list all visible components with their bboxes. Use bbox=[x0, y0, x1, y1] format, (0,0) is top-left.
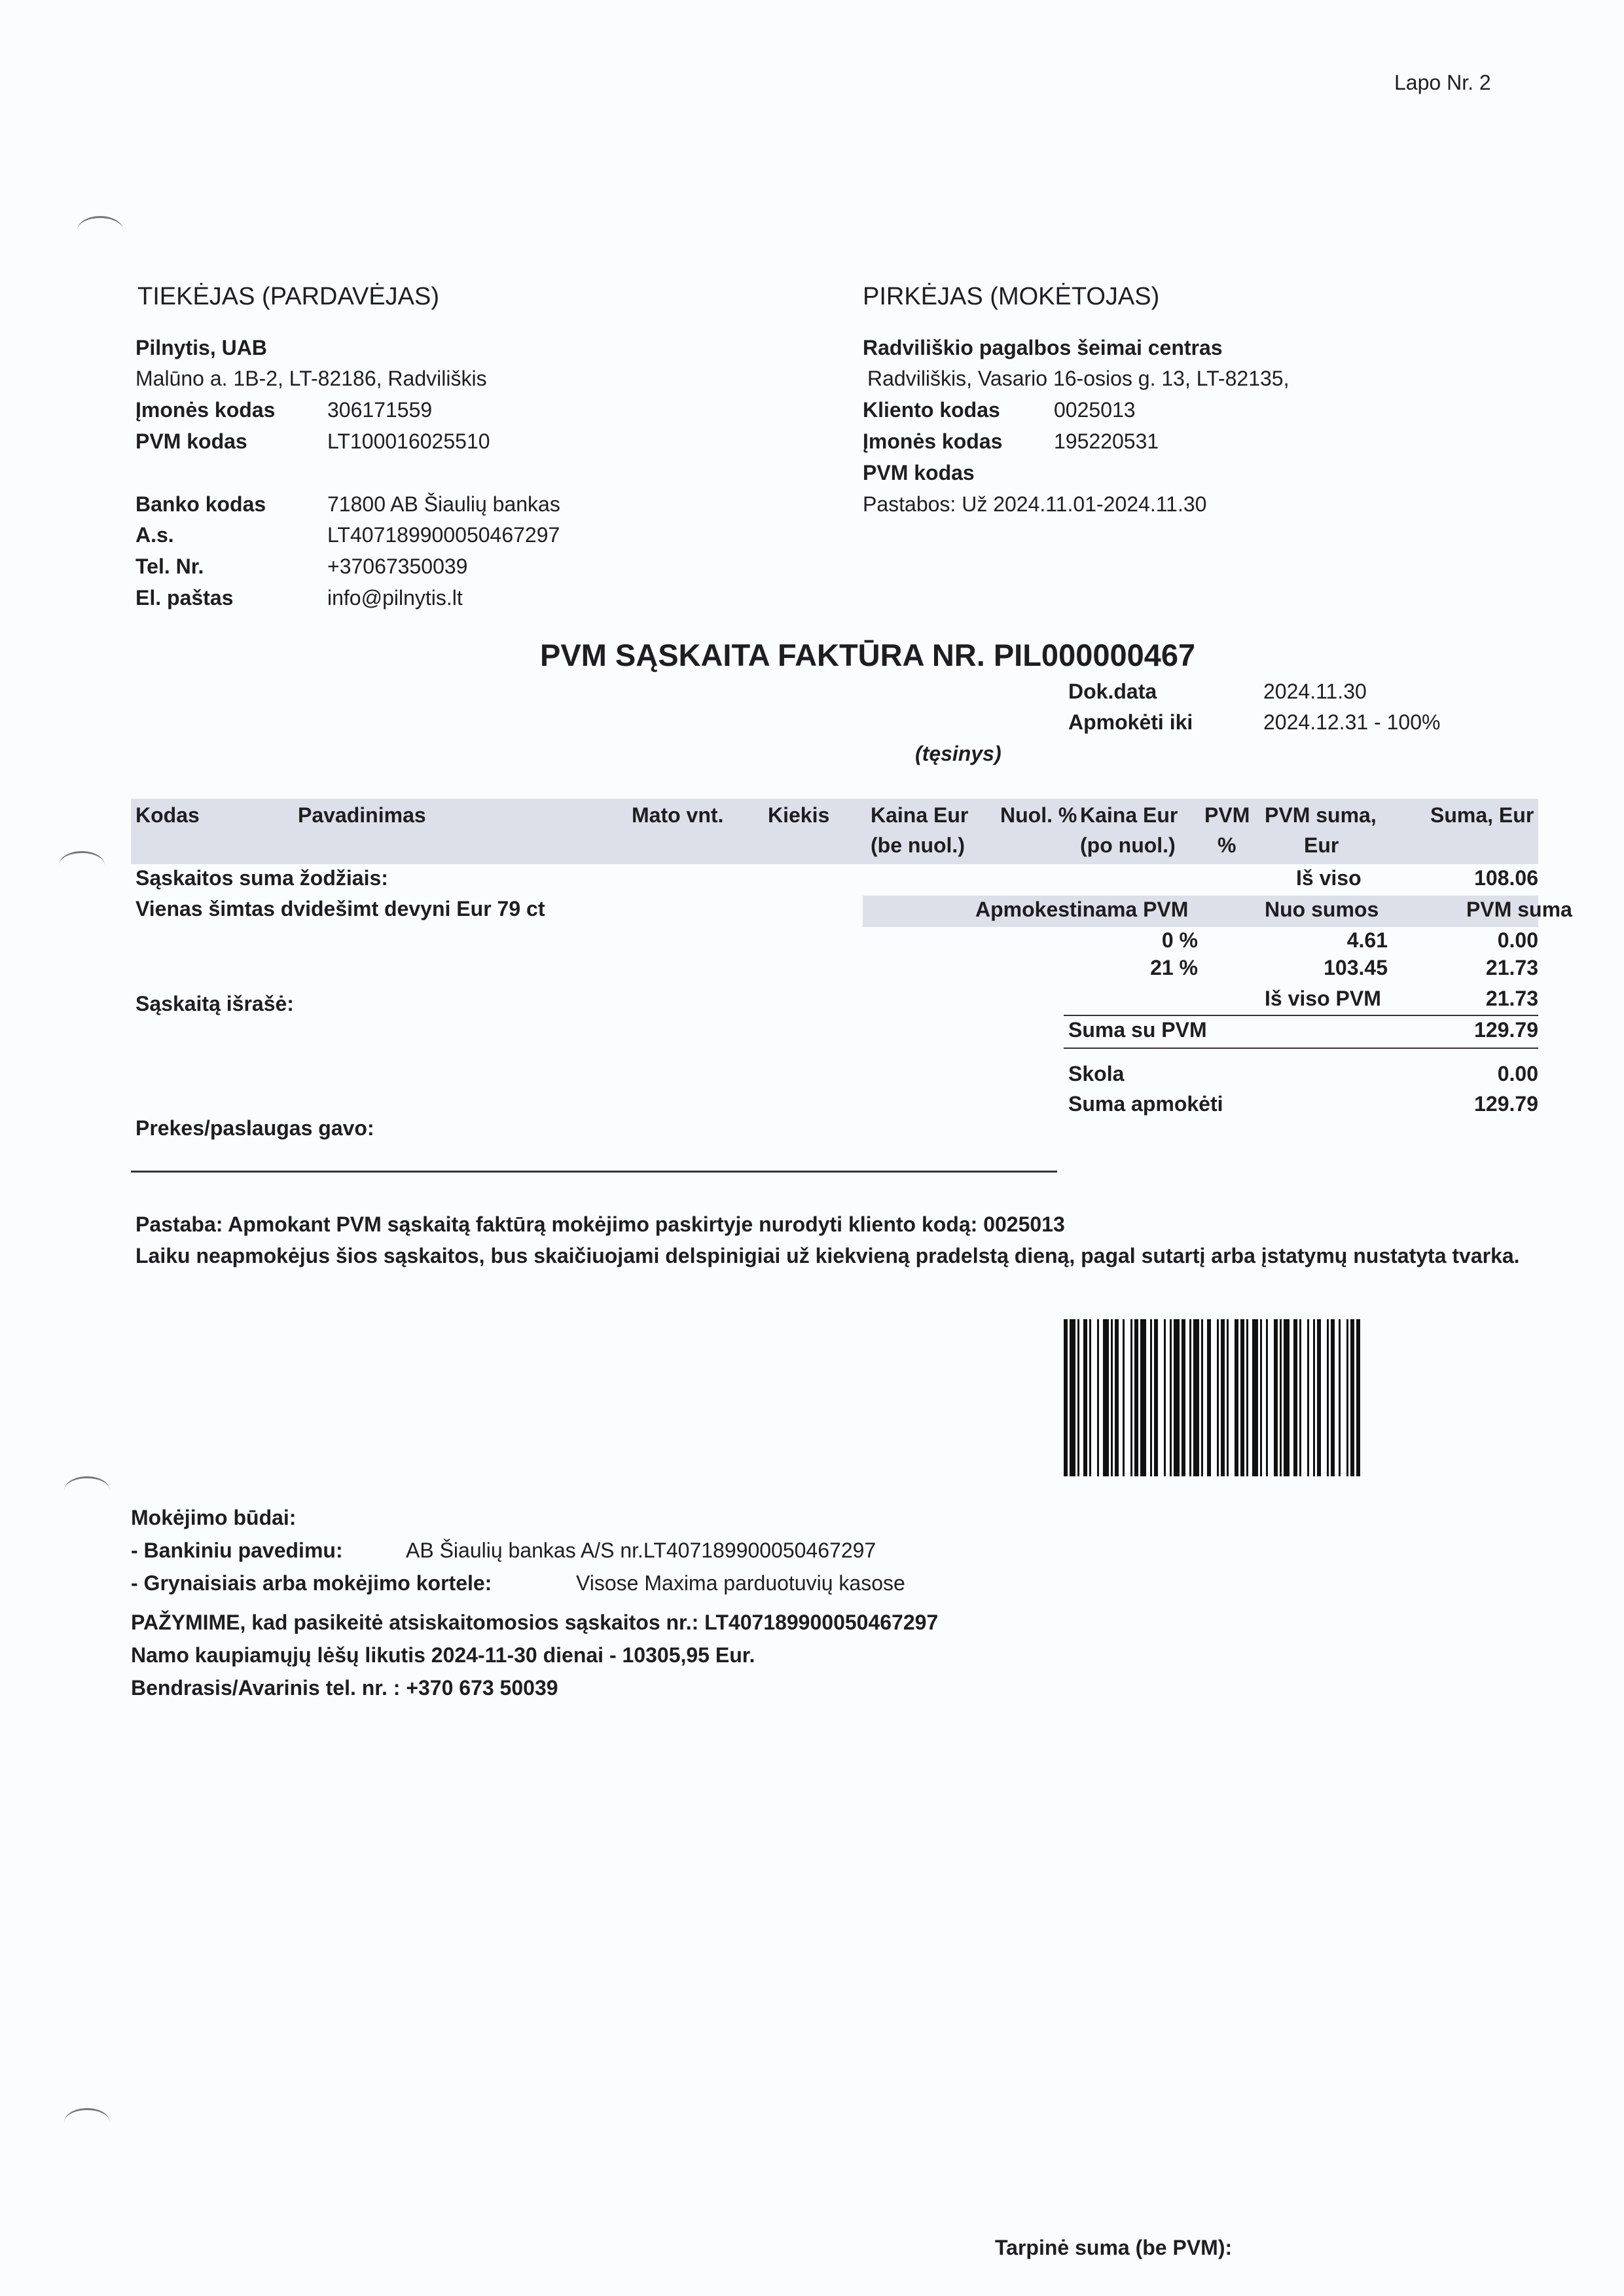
signature-line bbox=[131, 1171, 1057, 1173]
punch-hole-mark bbox=[64, 2108, 110, 2136]
barcode-bar bbox=[1193, 1319, 1199, 1476]
vat-amount: 21.73 bbox=[1485, 956, 1538, 979]
to-pay-label: Suma apmokėti bbox=[1068, 1092, 1223, 1116]
barcode-bar bbox=[1115, 1319, 1119, 1476]
col-price-after-discount-sub: (po nuol.) bbox=[1080, 833, 1176, 857]
account-change-notice: PAŽYMIME, kad pasikeitė atsiskaitomosios sąskaitos nr.: LT407189900050467297 bbox=[131, 1611, 939, 1634]
buyer-notes: Pastabos: Už 2024.11.01-2024.11.30 bbox=[863, 492, 1207, 516]
seller-address: Malūno a. 1B-2, LT-82186, Radviliškis bbox=[135, 367, 487, 390]
barcode-bar bbox=[1346, 1319, 1348, 1476]
barcode-bar bbox=[1235, 1319, 1238, 1476]
total-label: Iš viso bbox=[1296, 866, 1362, 890]
with-vat-value: 129.79 bbox=[1474, 1018, 1538, 1042]
total-value: 108.06 bbox=[1474, 866, 1538, 890]
barcode-bar bbox=[1221, 1319, 1225, 1476]
punch-hole-mark bbox=[59, 851, 105, 879]
vat-rate: 0 % bbox=[1161, 928, 1198, 952]
col-name: Pavadinimas bbox=[298, 803, 426, 827]
page-number: Lapo Nr. 2 bbox=[1394, 71, 1491, 94]
emergency-phone: Bendrasis/Avarinis tel. nr. : +370 673 50039 bbox=[131, 1676, 558, 1700]
seller-email-label: El. paštas bbox=[135, 586, 234, 610]
due-date-label: Apmokėti iki bbox=[1068, 710, 1193, 734]
with-vat-label: Suma su PVM bbox=[1068, 1018, 1207, 1042]
barcode-bar bbox=[1274, 1319, 1278, 1476]
barcode-bar bbox=[1240, 1319, 1244, 1476]
barcode-bar bbox=[1327, 1319, 1329, 1476]
barcode-bar bbox=[1293, 1319, 1297, 1476]
barcode-bar bbox=[1097, 1319, 1099, 1476]
barcode-bar bbox=[1111, 1319, 1113, 1476]
doc-date-label: Dok.data bbox=[1068, 680, 1157, 703]
buyer-client-code: 0025013 bbox=[1054, 398, 1136, 422]
barcode-bar bbox=[1339, 1319, 1341, 1476]
barcode-bar bbox=[1123, 1319, 1125, 1476]
barcode-bar bbox=[1227, 1319, 1229, 1476]
seller-vat-code-label: PVM kodas bbox=[135, 429, 247, 453]
vat-amount-header: PVM suma bbox=[1466, 898, 1572, 921]
bank-transfer-value: AB Šiaulių bankas A/S nr.LT407189900050467297 bbox=[406, 1539, 876, 1562]
barcode-bar bbox=[1307, 1319, 1309, 1476]
vat-amount: 0.00 bbox=[1497, 928, 1538, 952]
vat-total-rule bbox=[1064, 1015, 1538, 1016]
col-price-after-discount: Kaina Eur bbox=[1080, 803, 1178, 827]
seller-vat-code: LT100016025510 bbox=[327, 429, 490, 453]
barcode-bar bbox=[1174, 1319, 1180, 1476]
barcode-bar bbox=[1207, 1319, 1211, 1476]
col-vat-pct-sub: % bbox=[1218, 833, 1236, 857]
barcode-bar bbox=[1356, 1319, 1360, 1476]
seller-account: LT407189900050467297 bbox=[327, 523, 560, 547]
invoice-title: PVM SĄSKAITA FAKTŪRA NR. PIL000000467 bbox=[540, 638, 1196, 672]
cash-card-value: Visose Maxima parduotuvių kasose bbox=[576, 1571, 905, 1595]
barcode-bar bbox=[1140, 1319, 1146, 1476]
buyer-client-code-label: Kliento kodas bbox=[863, 398, 1000, 422]
buyer-address: Radviliškis, Vasario 16-osios g. 13, LT-82135, bbox=[867, 367, 1290, 390]
fund-balance: Namo kaupiamųjų lėšų likutis 2024-11-30 dienai - 10305,95 Eur. bbox=[131, 1643, 755, 1667]
cash-card-label: - Grynaisiais arba mokėjimo kortele: bbox=[131, 1571, 492, 1595]
punch-hole-mark bbox=[64, 1476, 110, 1504]
col-vat-pct: PVM bbox=[1204, 803, 1250, 827]
buyer-company-code: 195220531 bbox=[1054, 429, 1159, 453]
seller-email: info@pilnytis.lt bbox=[327, 586, 463, 610]
late-payment-note: Laiku neapmokėjus šios sąskaitos, bus skaičiuojami delspinigiai už kiekvieną pradelstą dieną, pagal sutartį arba įstatymų nustatyta tvarka. bbox=[135, 1244, 1520, 1267]
barcode-bar bbox=[1189, 1319, 1191, 1476]
bank-transfer-label: - Bankiniu pavedimu: bbox=[131, 1539, 343, 1562]
barcode-bar bbox=[1317, 1319, 1321, 1476]
seller-company-code-label: Įmonės kodas bbox=[135, 398, 276, 422]
barcode-bar bbox=[1077, 1319, 1079, 1476]
col-vat-sum: PVM suma, bbox=[1265, 803, 1377, 827]
barcode-bar bbox=[1350, 1319, 1354, 1476]
seller-account-label: A.s. bbox=[135, 523, 174, 547]
col-price: Kaina Eur bbox=[871, 803, 969, 827]
barcode-bar bbox=[1331, 1319, 1335, 1476]
barcode-bar bbox=[1134, 1319, 1138, 1476]
barcode-bar bbox=[1313, 1319, 1315, 1476]
vat-base: 4.61 bbox=[1346, 928, 1388, 952]
col-price-sub: (be nuol.) bbox=[871, 833, 965, 857]
col-discount: Nuol. % bbox=[1000, 803, 1077, 827]
barcode-bar bbox=[1150, 1319, 1152, 1476]
debt-label: Skola bbox=[1068, 1062, 1125, 1085]
col-vat-sum-sub: Eur bbox=[1304, 833, 1339, 857]
to-pay-value: 129.79 bbox=[1474, 1092, 1538, 1116]
amount-in-words-label: Sąskaitos suma žodžiais: bbox=[135, 866, 388, 890]
barcode-bar bbox=[1280, 1319, 1282, 1476]
barcode-bar bbox=[1246, 1319, 1248, 1476]
vat-rate: 21 % bbox=[1150, 956, 1198, 979]
seller-phone: +37067350039 bbox=[327, 555, 468, 578]
vat-base-header: Nuo sumos bbox=[1265, 898, 1379, 921]
barcode-bar bbox=[1266, 1319, 1268, 1476]
barcode-bar bbox=[1103, 1319, 1109, 1476]
barcode-bar bbox=[1284, 1319, 1290, 1476]
barcode-bar bbox=[1064, 1319, 1068, 1476]
buyer-company-code-label: Įmonės kodas bbox=[863, 429, 1003, 453]
barcode-bar bbox=[1201, 1319, 1203, 1476]
seller-heading: TIEKĖJAS (PARDAVĖJAS) bbox=[137, 283, 440, 310]
barcode-bar bbox=[1070, 1319, 1075, 1476]
punch-hole-mark bbox=[77, 216, 123, 244]
seller-phone-label: Tel. Nr. bbox=[135, 555, 204, 578]
buyer-name: Radviliškio pagalbos šeimai centras bbox=[863, 336, 1223, 359]
col-qty: Kiekis bbox=[768, 803, 830, 827]
issued-by-label: Sąskaitą išrašė: bbox=[135, 992, 294, 1015]
vat-taxable-header: Apmokestinama PVM bbox=[975, 898, 1189, 921]
barcode-bar bbox=[1170, 1319, 1172, 1476]
seller-bank-code-label: Banko kodas bbox=[135, 492, 266, 516]
subtotal-label: Tarpinė suma (be PVM): bbox=[995, 2236, 1233, 2259]
col-total: Suma, Eur bbox=[1430, 803, 1534, 827]
barcode-bar bbox=[1182, 1319, 1185, 1476]
barcode-bar bbox=[1260, 1319, 1262, 1476]
with-vat-rule bbox=[1064, 1048, 1538, 1049]
seller-company-code: 306171559 bbox=[327, 398, 433, 422]
barcode-bar bbox=[1299, 1319, 1301, 1476]
barcode-bar bbox=[1154, 1319, 1158, 1476]
doc-date: 2024.11.30 bbox=[1263, 680, 1367, 703]
vat-base: 103.45 bbox=[1324, 956, 1388, 979]
received-by-label: Prekes/paslaugas gavo: bbox=[135, 1116, 374, 1140]
vat-total-value: 21.73 bbox=[1485, 987, 1538, 1010]
barcode-bar bbox=[1089, 1319, 1091, 1476]
buyer-vat-code-label: PVM kodas bbox=[863, 461, 975, 484]
barcode-bar bbox=[1217, 1319, 1219, 1476]
vat-total-label: Iš viso PVM bbox=[1265, 987, 1381, 1010]
barcode-bar bbox=[1130, 1319, 1132, 1476]
col-code: Kodas bbox=[135, 803, 200, 827]
buyer-heading: PIRKĖJAS (MOKĖTOJAS) bbox=[863, 283, 1160, 310]
payment-methods-heading: Mokėjimo būdai: bbox=[131, 1506, 297, 1529]
vat-header-band bbox=[863, 896, 1538, 927]
seller-bank-code: 71800 AB Šiaulių bankas bbox=[327, 492, 560, 516]
payment-note: Pastaba: Apmokant PVM sąskaitą faktūrą mokėjimo paskirtyje nurodyti kliento kodą: 0025013 bbox=[135, 1212, 1065, 1236]
barcode-bar bbox=[1252, 1319, 1258, 1476]
col-unit: Mato vnt. bbox=[632, 803, 724, 827]
due-date: 2024.12.31 - 100% bbox=[1263, 710, 1441, 734]
continued-note: (tęsinys) bbox=[915, 742, 1001, 765]
seller-name: Pilnytis, UAB bbox=[135, 336, 267, 359]
debt-value: 0.00 bbox=[1497, 1062, 1538, 1085]
barcode-bar bbox=[1083, 1319, 1087, 1476]
amount-in-words: Vienas šimtas dvidešimt devyni Eur 79 ct bbox=[135, 897, 545, 920]
barcode-bar bbox=[1164, 1319, 1166, 1476]
barcode bbox=[1064, 1319, 1545, 1476]
